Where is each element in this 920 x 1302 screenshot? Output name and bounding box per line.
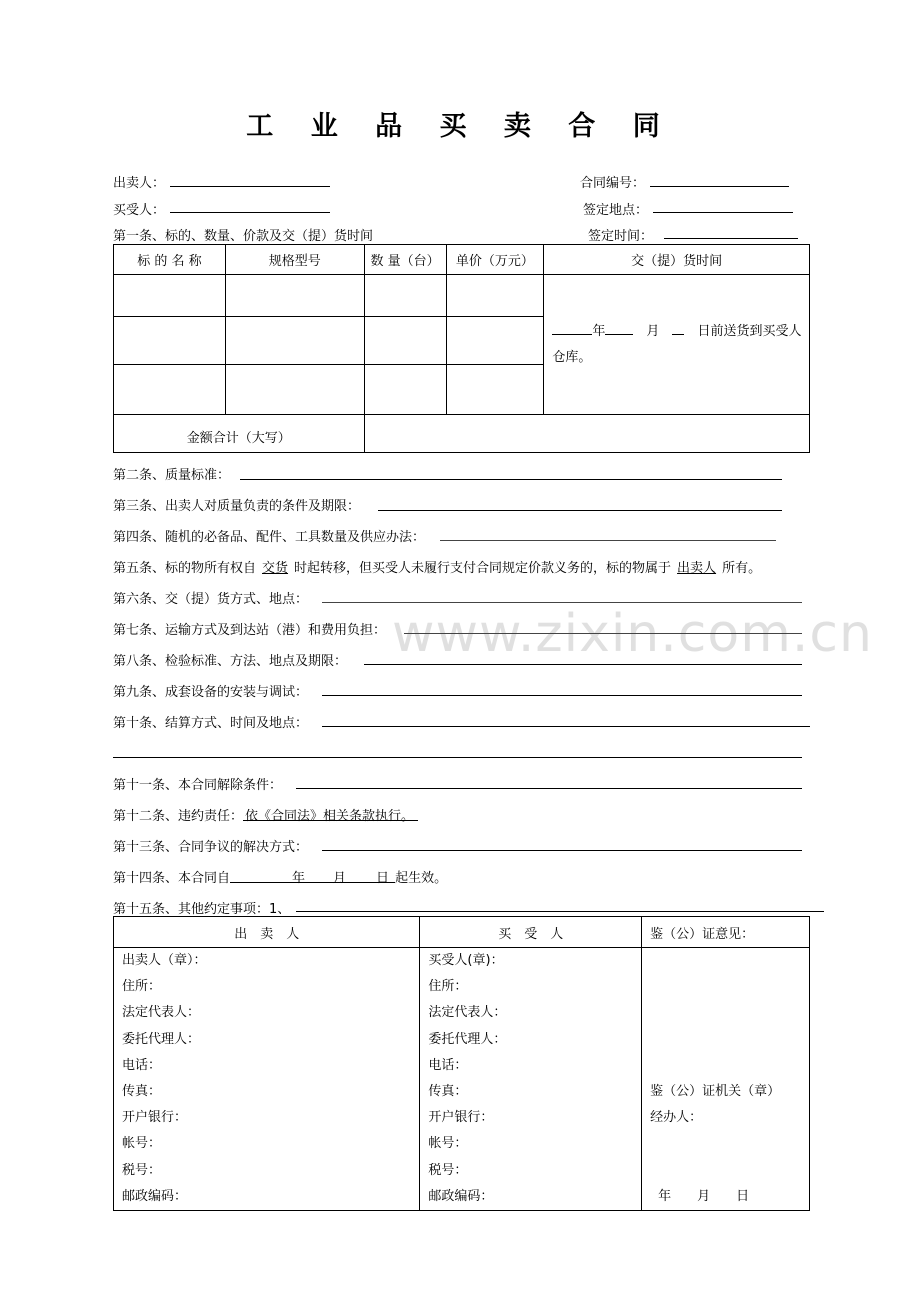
delivery-year-blank[interactable]	[552, 321, 592, 335]
seller-tax-no-field[interactable]: 税号：	[122, 1162, 162, 1178]
buyer-account-field[interactable]: 帐号：	[428, 1136, 468, 1152]
buyer-phone-field[interactable]: 电话：	[428, 1057, 468, 1073]
buyer-address-field[interactable]: 住所：	[428, 979, 468, 995]
article-2-field[interactable]	[240, 479, 782, 480]
buyer-postal-code-field[interactable]: 邮政编码：	[428, 1188, 494, 1204]
goods-table-header-row	[114, 245, 810, 275]
buyer-field[interactable]	[170, 212, 330, 213]
delivery-month-blank[interactable]	[605, 321, 633, 335]
article-4-field[interactable]	[440, 540, 776, 541]
buyer-label: 买受人：	[113, 203, 166, 218]
contract-no-field[interactable]	[650, 186, 789, 187]
article-3: 第三条、出卖人对质量负责的条件及期限：	[113, 499, 361, 514]
cell-item-name[interactable]	[114, 365, 226, 415]
article-5-fill-transfer[interactable]: 交货	[262, 561, 289, 576]
cell-quantity[interactable]	[364, 317, 446, 365]
article-14-month: 月	[333, 871, 347, 886]
cell-spec-model[interactable]	[225, 275, 364, 317]
notary-opinion-header: 鉴（公）证意见：	[642, 917, 810, 948]
article-12	[113, 805, 418, 824]
article-14-year: 年	[292, 871, 306, 886]
buyer-bank-field[interactable]: 开户银行：	[428, 1110, 494, 1126]
col-header-spec-model: 规格型号	[225, 245, 364, 275]
buyer-column-header: 买 受 人	[420, 917, 642, 948]
delivery-month-label: 月	[646, 323, 660, 339]
cell-item-name[interactable]	[114, 275, 226, 317]
article-10-field[interactable]	[322, 726, 810, 727]
seller-legal-rep-field[interactable]: 法定代表人：	[122, 1005, 201, 1021]
sign-time-field[interactable]	[664, 238, 798, 239]
seller-seal-field[interactable]: 出卖人（章）：	[122, 953, 207, 968]
buyer-tax-no-field[interactable]: 税号：	[428, 1162, 468, 1178]
buyer-signature-block	[420, 948, 642, 1211]
article-4: 第四条、随机的必备品、配件、工具数量及供应办法：	[113, 530, 426, 545]
article-11-field[interactable]	[296, 788, 802, 789]
cell-spec-model[interactable]	[225, 365, 364, 415]
seller-bank-field[interactable]: 开户银行：	[122, 1110, 188, 1126]
col-header-unit-price: 单价（万元）	[446, 245, 544, 275]
buyer-fax-field[interactable]: 传真：	[428, 1083, 468, 1099]
article-5-fill-owner[interactable]: 出卖人	[677, 561, 717, 576]
contract-title: 工 业 品 买 卖 合 同	[246, 111, 674, 142]
article-12-fill[interactable]	[243, 805, 418, 824]
article-2: 第二条、质量标准：	[113, 468, 231, 483]
article-15: 第十五条、其他约定事项：1、	[113, 902, 291, 917]
seller-fax-field[interactable]: 传真：	[122, 1083, 162, 1099]
cell-spec-model[interactable]	[225, 317, 364, 365]
delivery-line-2: 仓库。	[552, 349, 592, 365]
watermark: www.zixin.com.cn	[392, 604, 873, 664]
signature-header-row	[114, 917, 810, 948]
article-8-field[interactable]	[364, 664, 802, 665]
article-3-field[interactable]	[378, 510, 782, 511]
article-1-heading: 第一条、标的、数量、价款及交（提）货时间	[113, 229, 374, 244]
delivery-year-label: 年	[592, 323, 606, 339]
seller-account-field[interactable]: 帐号：	[122, 1136, 162, 1152]
article-10: 第十条、结算方式、时间及地点：	[113, 716, 309, 731]
total-amount-field[interactable]	[364, 415, 809, 453]
cell-quantity[interactable]	[364, 275, 446, 317]
sign-time-label: 签定时间：	[588, 229, 654, 244]
notary-handler-field[interactable]: 经办人：	[650, 1110, 703, 1126]
cell-unit-price[interactable]	[446, 317, 544, 365]
article-13: 第十三条、合同争议的解决方式：	[113, 840, 309, 855]
article-14	[113, 867, 447, 886]
article-5	[113, 557, 761, 576]
article-5-pre: 第五条、标的物所有权自	[113, 561, 257, 576]
col-header-item-name: 标 的 名 称	[114, 245, 226, 275]
total-amount-label: 金额合计（大写）	[114, 415, 365, 453]
goods-table	[113, 244, 810, 453]
article-14-day: 日	[376, 871, 390, 886]
delivery-day-text: 日前送货到买受人	[697, 323, 802, 339]
article-5-mid: 时起转移，但买受人未履行支付合同规定价款义务的，标的物属于	[294, 561, 672, 576]
delivery-day-blank[interactable]	[672, 321, 684, 335]
seller-label: 出卖人：	[113, 176, 166, 191]
sign-place-label: 签定地点：	[583, 203, 649, 218]
article-9: 第九条、成套设备的安装与调试：	[113, 685, 309, 700]
article-10-field-continued[interactable]	[113, 757, 802, 758]
notary-date-field[interactable]: 年 月 日	[658, 1188, 750, 1204]
signature-body-row	[114, 948, 810, 1211]
delivery-time-cell[interactable]	[544, 275, 810, 415]
table-row	[114, 275, 810, 317]
article-14-post: 起生效。	[395, 871, 448, 886]
buyer-legal-rep-field[interactable]: 法定代表人：	[428, 1005, 507, 1021]
cell-item-name[interactable]	[114, 317, 226, 365]
cell-unit-price[interactable]	[446, 275, 544, 317]
sign-place-field[interactable]	[653, 212, 793, 213]
article-14-date-blanks[interactable]	[230, 867, 395, 886]
article-6-field[interactable]	[322, 602, 802, 603]
article-7: 第七条、运输方式及到达站（港）和费用负担：	[113, 623, 387, 638]
seller-address-field[interactable]: 住所：	[122, 979, 162, 995]
seller-agent-field[interactable]: 委托代理人：	[122, 1031, 201, 1047]
seller-phone-field[interactable]: 电话：	[122, 1057, 162, 1073]
col-header-delivery-time: 交（提）货时间	[544, 245, 810, 275]
article-9-field[interactable]	[322, 695, 802, 696]
cell-quantity[interactable]	[364, 365, 446, 415]
article-6: 第六条、交（提）货方式、地点：	[113, 592, 309, 607]
seller-signature-block	[114, 948, 420, 1211]
seller-column-header: 出 卖 人	[114, 917, 420, 948]
total-row	[114, 415, 810, 453]
article-7-field[interactable]	[404, 633, 802, 634]
buyer-agent-field[interactable]: 委托代理人：	[428, 1031, 507, 1047]
notary-block[interactable]	[642, 948, 810, 1211]
buyer-seal-field[interactable]: 买受人(章)：	[428, 953, 504, 968]
notary-org-seal: 鉴（公）证机关（章）	[650, 1083, 781, 1099]
article-8: 第八条、检验标准、方法、地点及期限：	[113, 654, 348, 669]
article-11: 第十一条、本合同解除条件：	[113, 778, 283, 793]
article-12-label: 第十二条、违约责任：	[113, 809, 244, 824]
col-header-quantity: 数 量（台）	[364, 245, 446, 275]
seller-postal-code-field[interactable]: 邮政编码：	[122, 1188, 188, 1204]
signature-table	[113, 916, 810, 1211]
seller-field[interactable]	[170, 186, 330, 187]
cell-unit-price[interactable]	[446, 365, 544, 415]
article-12-fill-text: 依《合同法》相关条款执行。	[245, 809, 415, 824]
article-15-field[interactable]	[296, 911, 824, 912]
article-5-post: 所有。	[722, 561, 762, 576]
article-13-field[interactable]	[322, 850, 802, 851]
contract-no-label: 合同编号：	[580, 176, 646, 191]
article-14-pre: 第十四条、本合同自	[113, 871, 231, 886]
